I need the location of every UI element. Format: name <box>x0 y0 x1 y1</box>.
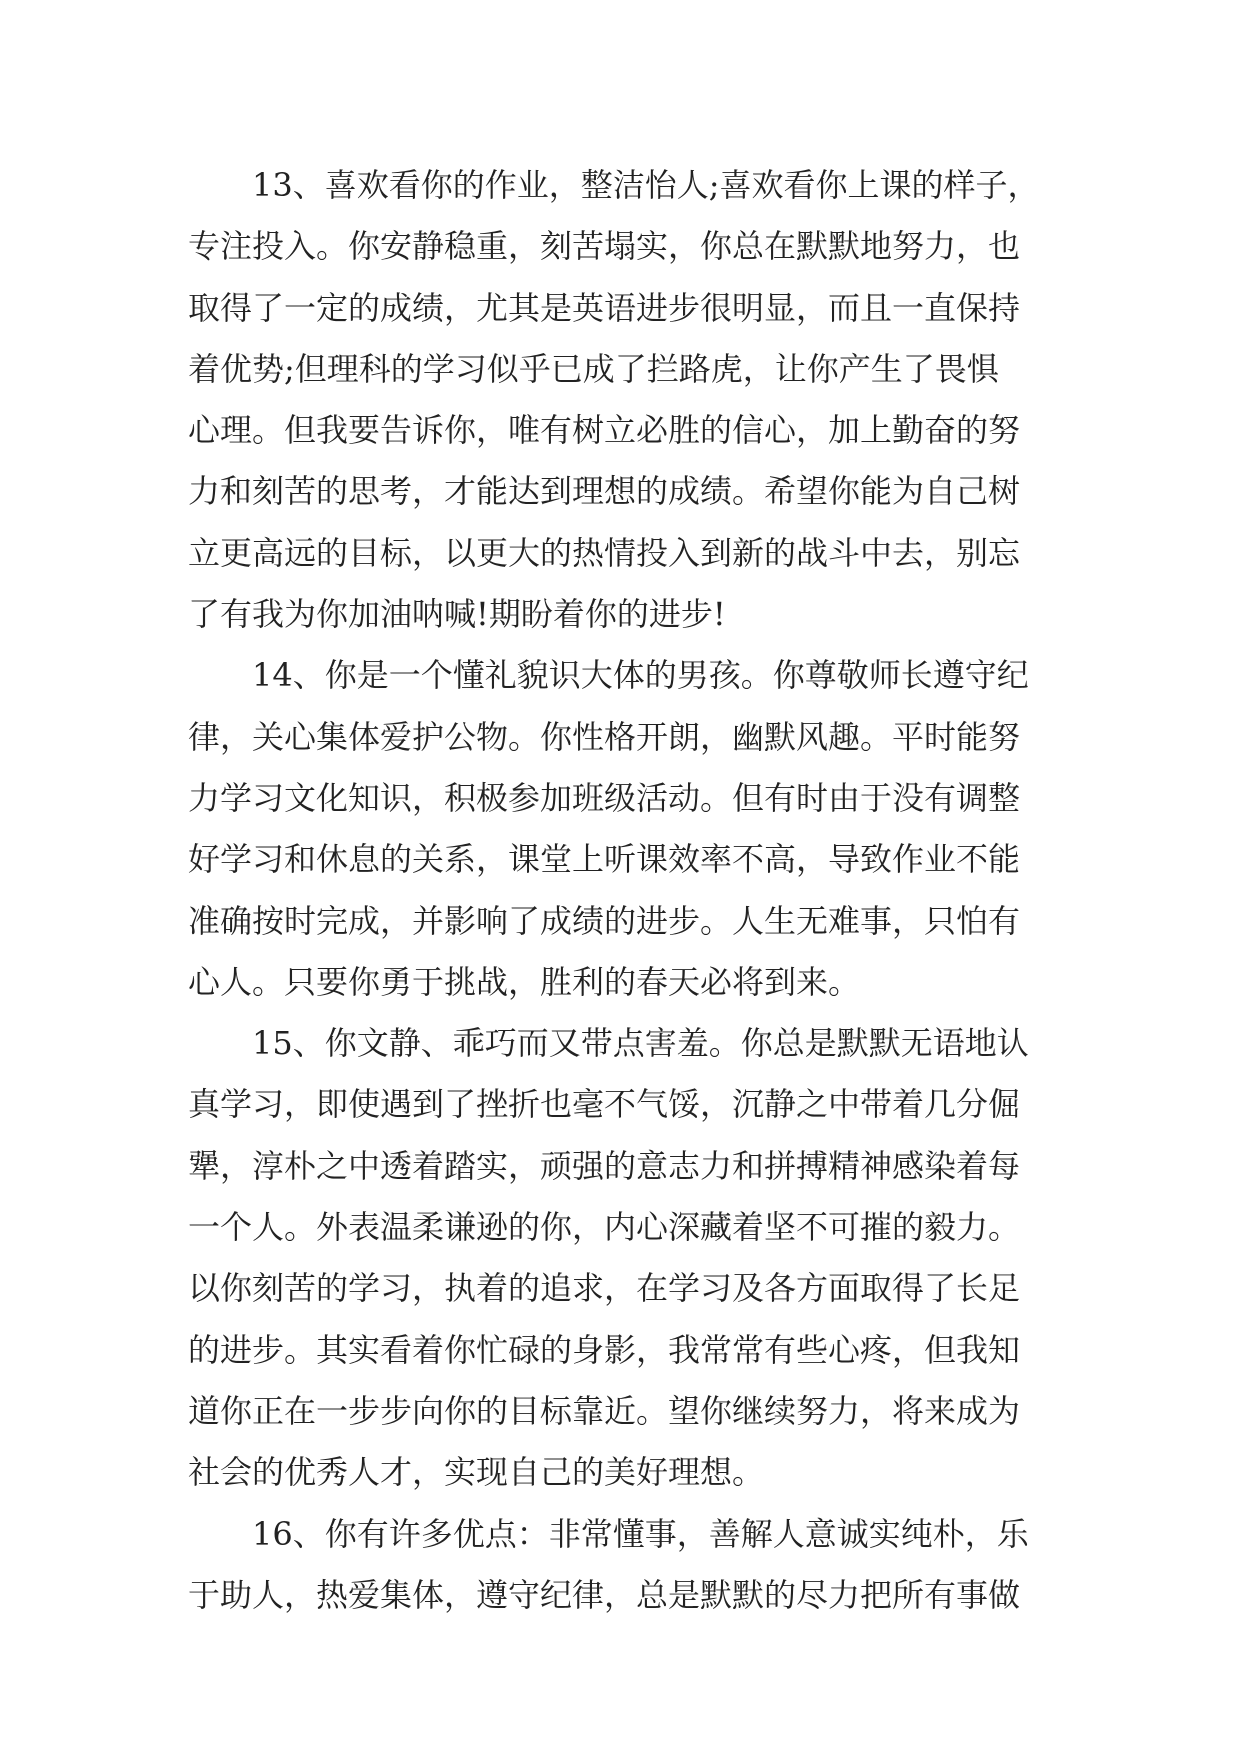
text-line: 犟，淳朴之中透着踏实，顽强的意志力和拼搏精神感染着每 <box>188 1146 1021 1185</box>
text-line: 好学习和休息的关系，课堂上听课效率不高，导致作业不能 <box>188 840 1021 879</box>
text-line: 律，关心集体爱护公物。你性格开朗，幽默风趣。平时能努 <box>188 717 1021 756</box>
text-line: 14、你是一个懂礼貌识大体的男孩。你尊敬师长遵守纪 <box>252 656 1029 695</box>
text-line: 准确按时完成，并影响了成绩的进步。人生无难事，只怕有 <box>188 901 1021 940</box>
text-line: 力学习文化知识，积极参加班级活动。但有时由于没有调整 <box>188 778 1021 817</box>
text-line: 心人。只要你勇于挑战，胜利的春天必将到来。 <box>188 962 861 1001</box>
text-line: 社会的优秀人才，实现自己的美好理想。 <box>188 1453 765 1492</box>
text-line: 着优势;但理科的学习似乎已成了拦路虎，让你产生了畏惧 <box>188 349 999 388</box>
text-line: 心理。但我要告诉你，唯有树立必胜的信心，加上勤奋的努 <box>188 411 1021 450</box>
paragraph-16 <box>188 1504 1068 1627</box>
text-line: 专注投入。你安静稳重，刻苦塌实，你总在默默地努力，也 <box>188 227 1021 266</box>
document-page <box>188 155 1068 1626</box>
paragraph-14 <box>188 645 1068 1013</box>
paragraph-13 <box>188 155 1068 645</box>
text-line: 取得了一定的成绩，尤其是英语进步很明显，而且一直保持 <box>188 288 1021 327</box>
text-line: 13、喜欢看你的作业，整洁怡人;喜欢看你上课的样子， <box>252 166 1040 204</box>
text-line: 了有我为你加油呐喊!期盼着你的进步! <box>188 595 726 634</box>
text-line: 道你正在一步步向你的目标靠近。望你继续努力，将来成为 <box>188 1391 1021 1430</box>
text-line: 16、你有许多优点：非常懂事，善解人意诚实纯朴，乐 <box>252 1514 1029 1553</box>
text-line: 15、你文静、乖巧而又带点害羞。你总是默默无语地认 <box>252 1024 1029 1063</box>
text-line: 于助人，热爱集体，遵守纪律，总是默默的尽力把所有事做 <box>188 1575 1021 1614</box>
text-line: 一个人。外表温柔谦逊的你，内心深藏着坚不可摧的毅力。 <box>188 1208 1021 1247</box>
text-line: 力和刻苦的思考，才能达到理想的成绩。希望你能为自己树 <box>188 472 1021 511</box>
text-line: 立更高远的目标，以更大的热情投入到新的战斗中去，别忘 <box>188 533 1021 572</box>
text-line: 的进步。其实看着你忙碌的身影，我常常有些心疼，但我知 <box>188 1330 1021 1369</box>
text-line: 以你刻苦的学习，执着的追求，在学习及各方面取得了长足 <box>188 1269 1021 1308</box>
paragraph-15 <box>188 1013 1068 1503</box>
text-line: 真学习，即使遇到了挫折也毫不气馁，沉静之中带着几分倔 <box>188 1085 1021 1124</box>
